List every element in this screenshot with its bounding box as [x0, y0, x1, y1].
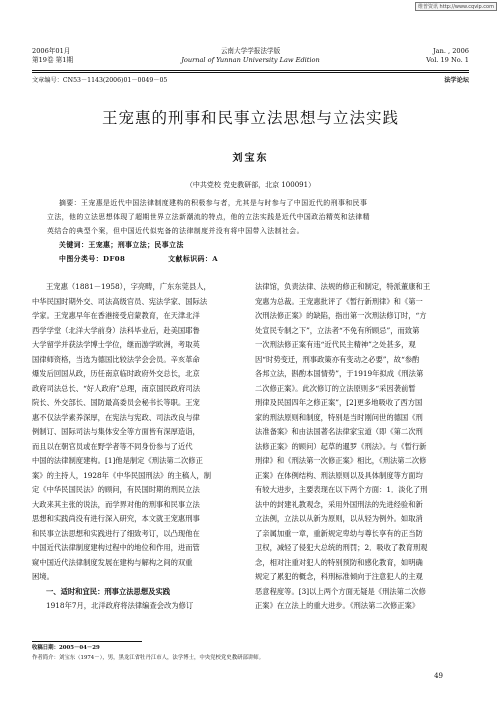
text-line: 了亲属加重一章，重新规定卑幼与尊长享有的正当防	[255, 528, 423, 538]
text-line: 因“时势变迁，刑事政策亦有变动之必要”，故“参酌	[255, 354, 420, 364]
header-volume-en: Vol. 19 No. 1	[426, 56, 469, 64]
text-line: 法修正案》的顾问）起草的暹罗《刑法》。与《暂行新	[255, 441, 427, 451]
text-line: 政府司法总长、“好人政府”总理，南京国民政府司法	[32, 383, 200, 393]
text-line: 中国的法律制度建构。[1]他是制定《刑法第二次修正	[32, 456, 203, 465]
text-line: 和民事立法思想和实践进行了细致考订，以凸现他在	[32, 528, 200, 538]
header-center	[32, 47, 469, 65]
text-line: 次刑法修正案》的缺陷，指出第一次刑法修订时，“方	[255, 311, 427, 320]
watermark: 维普资讯 http://www.cqvip.com	[415, 2, 497, 11]
header-date: 2006年01月	[32, 47, 71, 55]
author-name: 刘宝东	[232, 153, 269, 164]
text-line: 定《中华民国民法》的顾问，有民国时期的刑民立法	[32, 485, 200, 494]
abstract-line: 摘要：王宠惠是近代中国法律制度建构的积极参与者，尤其是与时参与了中国近代的刑事和民事	[59, 199, 368, 207]
text-line: 思想和实践尚没有进行深入研究，本文就王宠惠刑事	[32, 514, 200, 523]
text-line: 正案》在立法上的重大进步。《刑法第二次修正案》	[255, 601, 420, 610]
received-date: 收稿日期：2005－04－29	[32, 645, 100, 651]
text-line: 处宣民专制之下”，立法者“不免有所顾忌”，而致第	[255, 325, 420, 335]
author-bio: 作者简介：刘宝东（1974－），男，黑龙江省牡丹江市人，法学博士，中央党校党史教研部讲师。	[32, 655, 265, 661]
text-line: 卫权，减轻了侵犯大总统的刑罚；2．吸收了教育刑观	[255, 543, 428, 552]
body-column-right	[255, 280, 466, 614]
text-line: 而且以在朝官员或在野学者等不同身份参与了近代	[32, 441, 193, 451]
section-heading: 一、适时和宜民：刑事立法思想及实践	[46, 586, 171, 596]
journal-name-en: Journal of Yunnan University Law Edition	[181, 56, 320, 64]
header-rule	[32, 70, 469, 71]
text-line: 例制订、国际司法与集体安全等方面皆有深厚造诣，	[32, 427, 200, 436]
text-line: 1918年7月，北洋政府将法律编查会改为修订	[46, 601, 194, 610]
text-line: 二次修正案》。此次修订的立法原则多“采因袭前暂	[255, 383, 416, 393]
text-line: 案》的主持人，1928年《中华民国刑法》的主稿人，制	[32, 470, 212, 480]
text-line: 有较大进步，主要表现在以下两个方面：1．淡化了刑	[255, 485, 428, 494]
text-line: 中华民国时期外交、司法高级官员、宪法学家、国际法	[32, 296, 208, 306]
text-line: 困境。	[32, 572, 54, 581]
header-right	[426, 47, 469, 65]
text-line: 学家。王宠惠早年在香港接受启蒙教育，在天津北洋	[32, 311, 200, 320]
header-volume: 第19卷 第1期	[32, 56, 74, 64]
text-line: 宠惠为总裁。王宠惠批评了《暂行新刑律》和《第一	[255, 296, 423, 306]
abstract-block	[47, 196, 454, 266]
text-line: 刑律》和《刑法第一次修正案》相比，《刑法第二次修	[255, 456, 427, 465]
text-line: 家的刑法原则和制度，特别是当时刚问世的德国《刑	[255, 412, 423, 422]
text-line: 法准备案》和由法国著名法律家宝道（即《第二次刑	[255, 427, 423, 436]
text-line: 恶意程度等。[3]以上两个方面无疑是《刑法第二次修	[255, 586, 426, 596]
clc-number: 中图分类号：DF08	[59, 255, 126, 263]
text-line: 大政来其主张的说法，而学界对他的刑事和民事立法	[32, 499, 200, 509]
text-line: 各邦立法，斟酌本国情势”，于1919年拟成《刑法第	[255, 369, 424, 378]
text-line: 爆发后回国从政，历任南京临时政府外交总长，北京	[32, 369, 200, 378]
section-label: 法学论坛	[444, 77, 469, 84]
text-line: 大学留学并获法学博士学位，继而游学欧洲，考取英	[32, 340, 200, 349]
author-affiliation: （中共党校 党史教研部，北京 100091）	[185, 181, 316, 189]
article-title: 王宠惠的刑事和民事立法思想与立法实践	[101, 109, 399, 127]
text-line: 法中的封建礼教观念，采用外国刑法的先进经验和新	[255, 499, 423, 509]
text-line: 惠不仅法学素养深厚，在宪法与宪政、司法改良与律	[32, 412, 200, 422]
header-rule-thin	[32, 72, 469, 73]
footnote-rule	[32, 641, 142, 642]
text-line: 规定了累犯的概念，科刑标准倾向于注意犯人的主观	[255, 572, 423, 581]
text-line: 立法例，立法以从新为原则，以从轻为例外。如取消	[255, 514, 423, 523]
text-line: 中国近代法律制度建构过程中的地位和作用，进而管	[32, 543, 200, 552]
page-number: 49	[434, 672, 443, 680]
text-line: 院长、外交部长、国防最高委员会秘书长等职。王宠	[32, 398, 200, 407]
classification	[47, 252, 454, 266]
document-code: 文献标识码：A	[168, 255, 219, 263]
text-line: 法律馆，负责法律、法规的修正和制定，特派董康和王	[255, 282, 431, 291]
text-line: 国律师资格，当选为德国比较法学会会员。辛亥革命	[32, 354, 200, 364]
text-line: 西学学堂（北洋大学前身）法科毕业后，赴美国耶鲁	[32, 325, 200, 335]
article-id: 文章编号：CN53－1143(2006)01－0049－05	[32, 77, 168, 84]
text-line: 正案》在体例结构、刑法原则以及具体制度等方面均	[255, 470, 423, 480]
text-line: 王宠惠（1881－1958），字亮畴，广东东莞县人，	[46, 282, 211, 291]
text-line: 念，相对注重对犯人的特别预防和感化教育，如明确	[255, 557, 423, 567]
body-column-left	[32, 280, 243, 614]
footnote	[32, 643, 264, 663]
header-date-en: Jan. , 2006	[433, 47, 469, 55]
keywords: 关键词：王宠惠；刑事立法；民事立法	[59, 241, 184, 249]
text-line: 一次刑法修正案有违“近代民主精神”之处甚多，观	[255, 340, 416, 349]
abstract-line: 英结合的典型个案，但中国近代似宪备的法律制度并没有将中国带入法制社会。	[47, 227, 304, 235]
text-line: 刑律及民国四年之修正案”，[2]更多地吸收了西方国	[255, 398, 423, 407]
abstract-line: 立法，他的立法思想体现了超期世界立法新潮流的特点，他的立法实践是近代中国政治精英和法律精	[47, 213, 370, 221]
text-line: 窥中国近代法律制度发展在建构与解构之间的双重	[32, 557, 193, 567]
journal-name-cn: 云南大学学报法学版	[220, 47, 281, 55]
